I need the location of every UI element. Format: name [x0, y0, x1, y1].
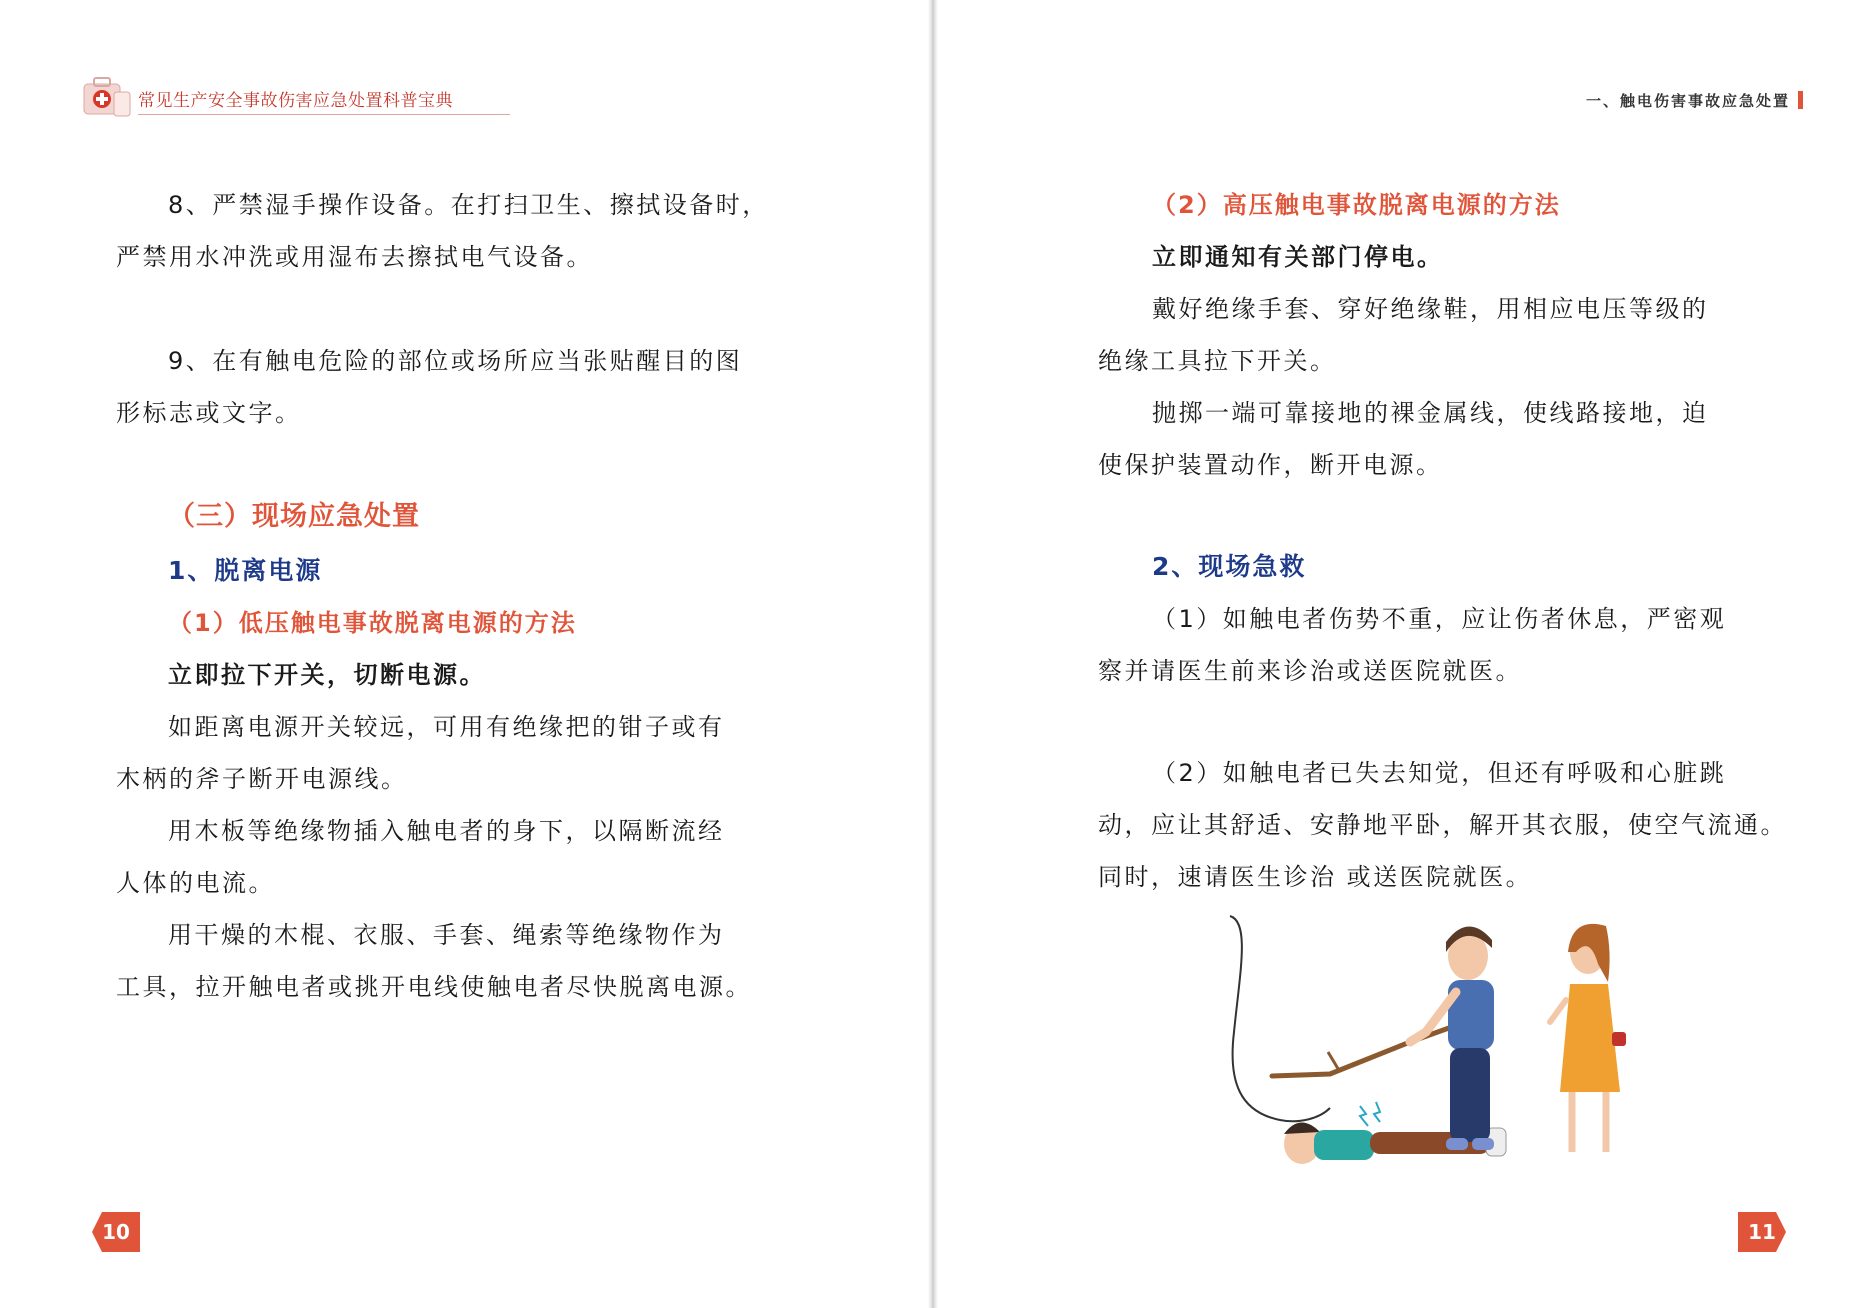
para-b-line-2: 人体的电流。 [116, 869, 275, 897]
para-g-line-3: 同时，速请医生诊治 或送医院就医。 [1098, 863, 1533, 891]
para-d-line-2: 绝缘工具拉下开关。 [1098, 347, 1337, 375]
item-9-line-2: 形标志或文字。 [116, 399, 302, 427]
page-number-right-text: 11 [1748, 1220, 1776, 1244]
section-title: （三）现场应急处置 [168, 501, 420, 532]
page-number-right [1738, 1212, 1786, 1252]
header-rule [138, 114, 510, 115]
book-gutter [928, 0, 938, 1308]
page-number-left [92, 1212, 140, 1252]
item-8-line-2: 严禁用水冲洗或用湿布去擦拭电气设备。 [116, 243, 593, 271]
chapter-header [1586, 90, 1803, 111]
subsection-2-title: 2、现场急救 [1152, 552, 1307, 581]
para-a-line-2: 木柄的斧子断开电源线。 [116, 765, 408, 793]
subsection-1-2-title: （2）高压触电事故脱离电源的方法 [1152, 191, 1561, 219]
book-header [80, 72, 453, 120]
first-aid-kit-icon [80, 72, 138, 120]
para-e-line-1: 抛掷一端可靠接地的裸金属线，使线路接地，迫 [1152, 399, 1709, 427]
bold-instruction-1: 立即拉下开关，切断电源。 [168, 661, 486, 689]
book-title: 常见生产安全事故伤害应急处置科普宝典 [138, 91, 453, 111]
item-9-line-1: 9、在有触电危险的部位或场所应当张贴醒目的图 [168, 347, 743, 375]
rescue-illustration [1210, 912, 1650, 1182]
para-b-line-1: 用木板等绝缘物插入触电者的身下，以隔断流经 [168, 817, 725, 845]
chapter-marker [1798, 91, 1803, 109]
chapter-title: 一、触电伤害事故应急处置 [1585, 92, 1790, 110]
subsection-1-1-title: （1）低压触电事故脱离电源的方法 [168, 609, 577, 637]
bold-instruction-2: 立即通知有关部门停电。 [1152, 243, 1444, 271]
para-c-line-2: 工具，拉开触电者或挑开电线使触电者尽快脱离电源。 [116, 973, 752, 1001]
para-g-line-2: 动，应让其舒适、安静地平卧，解开其衣服，使空气流通。 [1098, 811, 1787, 839]
para-f-line-1: （1）如触电者伤势不重，应让伤者休息，严密观 [1152, 605, 1727, 633]
subsection-1-title: 1、脱离电源 [168, 556, 323, 585]
para-g-line-1: （2）如触电者已失去知觉，但还有呼吸和心脏跳 [1152, 759, 1727, 787]
para-a-line-1: 如距离电源开关较远，可用有绝缘把的钳子或有 [168, 713, 725, 741]
para-e-line-2: 使保护装置动作，断开电源。 [1098, 451, 1443, 479]
page-number-left-text: 10 [102, 1220, 130, 1244]
para-c-line-1: 用干燥的木棍、衣服、手套、绳索等绝缘物作为 [168, 921, 725, 949]
para-d-line-1: 戴好绝缘手套、穿好绝缘鞋，用相应电压等级的 [1152, 295, 1709, 323]
item-8-line-1: 8、严禁湿手操作设备。在打扫卫生、擦拭设备时， [168, 191, 769, 219]
para-f-line-2: 察并请医生前来诊治或送医院就医。 [1098, 657, 1522, 685]
